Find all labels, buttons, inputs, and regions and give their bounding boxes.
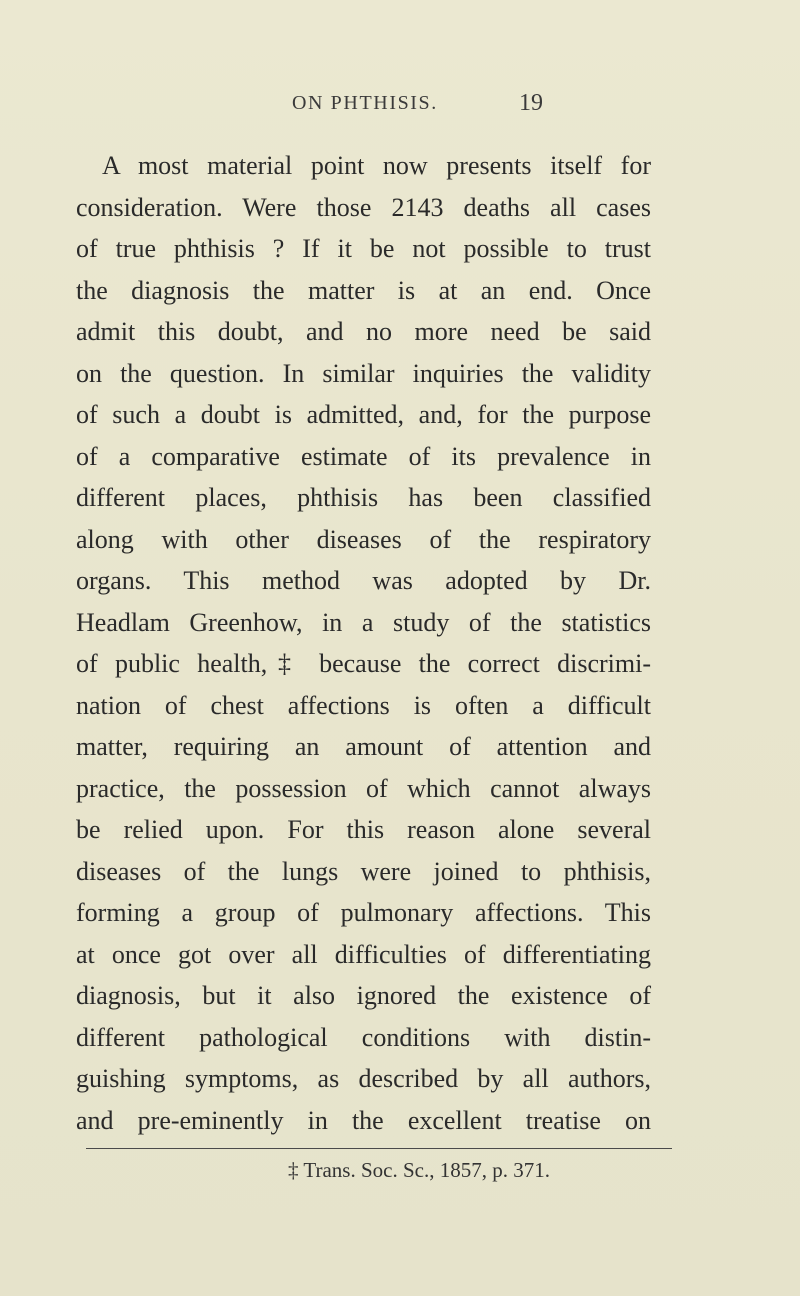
text-line: of public health,‡ because the correct discrimi- xyxy=(76,649,651,678)
text-line: Headlam Greenhow, in a study of the statistics xyxy=(76,607,651,637)
text-line: admit this doubt, and no more need be said xyxy=(76,317,651,346)
text-line: different pathological conditions with distin- xyxy=(76,1022,651,1052)
text-line: diseases of the lungs were joined to phthisis, xyxy=(76,856,651,886)
text-line: consideration. Were those 2143 deaths all cases xyxy=(76,192,651,222)
running-head xyxy=(0,92,800,122)
text-line: forming a group of pulmonary affections. This xyxy=(76,898,651,927)
text-line: A most material point now presents itself for xyxy=(102,151,651,180)
text-line: at once got over all difficulties of differentiating xyxy=(76,939,651,969)
page-number: 19 xyxy=(519,90,543,116)
text-line: different places, phthisis has been classified xyxy=(76,483,651,512)
text-line: guishing symptoms, as described by all authors, xyxy=(76,1064,651,1093)
text-line: matter, requiring an amount of attention and xyxy=(76,732,651,761)
text-line: on the question. In similar inquiries the validity xyxy=(76,358,651,388)
text-line: of a comparative estimate of its prevalence in xyxy=(76,441,651,471)
running-title: ON PHTHISIS. xyxy=(292,92,438,114)
text-line: of true phthisis ? If it be not possible to trust xyxy=(76,234,651,263)
text-line: the diagnosis the matter is at an end. Once xyxy=(76,275,651,305)
text-line: and pre-eminently in the excellent treatise on xyxy=(76,1105,651,1135)
text-line: practice, the possession of which cannot always xyxy=(76,773,651,803)
text-line: be relied upon. For this reason alone several xyxy=(76,815,651,844)
text-line: diagnosis, but it also ignored the existence of xyxy=(76,981,651,1010)
footnote: ‡ Trans. Soc. Sc., 1857, p. 371. xyxy=(288,1158,550,1182)
text-line: organs. This method was adopted by Dr. xyxy=(76,566,651,595)
text-line: along with other diseases of the respiratory xyxy=(76,524,651,554)
text-line: of such a doubt is admitted, and, for the purpose xyxy=(76,400,651,429)
text-line: nation of chest affections is often a difficult xyxy=(76,690,651,720)
footnote-divider xyxy=(86,1148,672,1149)
